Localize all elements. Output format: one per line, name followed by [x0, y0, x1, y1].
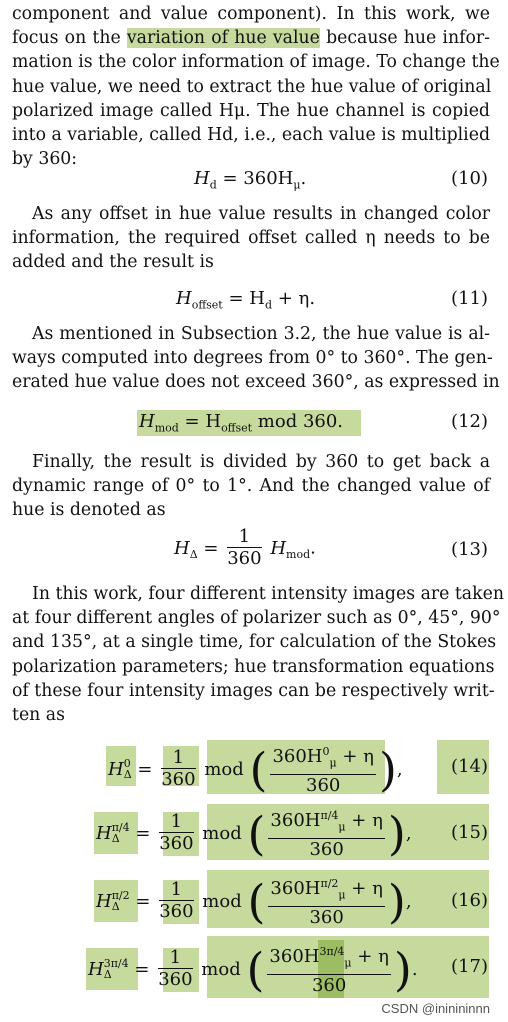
equation-15: H π/4 Δ = $\frac{1}{360}$ mod ( $\frac{360H^{\pi/4}_\mu + \eta}{360}$ ), (15): [96, 806, 488, 861]
text-line: polarization parameters; hue transformation equations: [12, 656, 495, 677]
equation-14: H 0 Δ = $\frac{1}{360}$ mod ( $\frac{360H^0_\mu + \eta}{360}$ ), (14): [108, 742, 488, 797]
text-line: ways computed into degrees from 0° to 360°. The gen-: [12, 348, 493, 369]
equation-number: (10): [451, 168, 488, 189]
text-line: As any offset in hue value results in changed color: [32, 204, 490, 224]
text-line: polarized image called Hμ. The hue channel is copied: [12, 100, 490, 121]
highlight: variation of hue value: [126, 28, 320, 49]
fraction: $\frac{1}{360}$: [158, 946, 193, 990]
fraction: $\frac{360H^0_\mu + \eta}{360}$: [270, 742, 376, 797]
text-line: information, the required offset called η needs to be: [12, 228, 490, 249]
text-line: Finally, the result is divided by 360 to get back a: [32, 452, 490, 472]
equation-number: (14): [451, 756, 488, 777]
fraction: $\frac{1}{360}$: [159, 878, 194, 922]
text-line: hue value, we need to extract the hue value of original: [12, 76, 492, 97]
text-line: In this work, four different intensity images are taken: [32, 584, 504, 604]
fraction: $\frac{1}{360}$: [159, 810, 194, 854]
fraction: $\frac{360H^{\pi/2}_\mu + \eta}{360}$: [268, 874, 384, 929]
text-line: hue is denoted as: [12, 500, 166, 521]
text-line: dynamic range of 0° to 1°. And the changed value of: [12, 476, 490, 497]
equation-17: H 3π/4 Δ = $\frac{1}{360}$ mod ( $\frac{360H^{3\pi/4}_\mu + \eta}{360}$ ). (17): [88, 942, 488, 997]
text-line: component and value component). In this work, we: [12, 4, 490, 24]
text-line: focus on the variation of hue value because hue infor-: [12, 28, 490, 49]
paragraph-4: [12, 450, 490, 523]
equation-12: $H_{mod} = H_{offset}$ mod 360. (12): [139, 411, 488, 435]
text-line: and 135°, at a single time, for calculation of the Stokes: [12, 632, 497, 653]
equation-13: $H_\Delta$ = $\frac{1}{360}$ $H_{mod}$. (13): [174, 526, 488, 569]
equation-number: (15): [451, 822, 488, 843]
equation-16: H π/2 Δ = $\frac{1}{360}$ mod ( $\frac{360H^{\pi/2}_\mu + \eta}{360}$ ), (16): [96, 874, 488, 929]
equation-number: (17): [451, 956, 488, 977]
text-line: ten as: [12, 704, 65, 725]
equation-number: (13): [451, 539, 488, 560]
watermark: CSDN @ininininnn: [381, 1001, 490, 1016]
fraction: $\frac{360H^{3\pi/4}_\mu + \eta}{360}$: [267, 942, 390, 997]
equation-number: (11): [451, 288, 488, 309]
paragraph-5: [12, 582, 504, 727]
equation-10: $H_d = 360H_\mu$. (10): [194, 168, 488, 192]
text-line: erated hue value does not exceed 360°, as expressed in: [12, 372, 500, 393]
text-line: mation is the color information of image. To change the: [12, 52, 500, 73]
text-line: into a variable, called Hd, i.e., each value is multiplied: [12, 124, 491, 145]
text-line: by 360:: [12, 149, 78, 170]
paragraph-1: [12, 2, 500, 171]
paragraph-3: [12, 322, 500, 395]
text-line: As mentioned in Subsection 3.2, the hue value is al-: [32, 324, 490, 344]
text-line: at four different angles of polarizer such as 0°, 45°, 90°: [12, 608, 501, 629]
fraction: $\frac{1}{360}$: [161, 746, 196, 790]
equation-number: (16): [451, 890, 488, 911]
fraction: $\frac{360H^{\pi/4}_\mu + \eta}{360}$: [268, 806, 384, 861]
paragraph-2: [12, 202, 490, 275]
equation-number: (12): [451, 411, 488, 432]
text-line: added and the result is: [12, 252, 214, 273]
equation-11: $H_{offset} = H_d + \eta$. (11): [176, 288, 488, 312]
text-line: of these four intensity images can be respectively writ-: [12, 680, 495, 701]
fraction: $\frac{1}{360}$: [227, 526, 262, 569]
